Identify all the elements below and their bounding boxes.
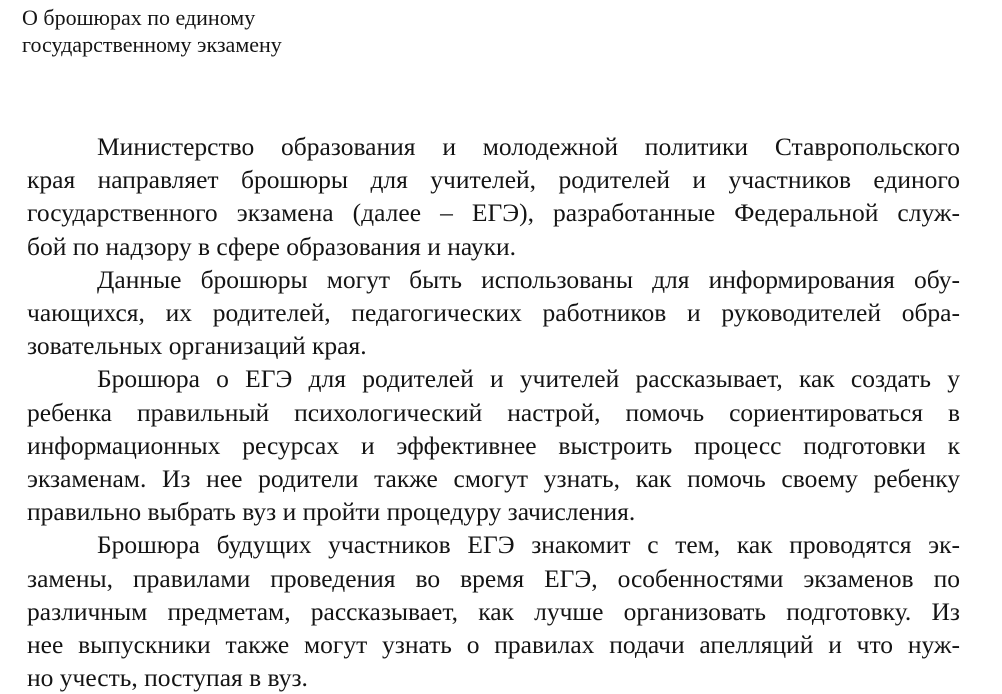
paragraph-line: Брошюра о ЕГЭ для родителей и учителей рассказывает, как создать у [97,364,960,394]
paragraph-usage [27,263,960,363]
paragraph-line: экзаменам. Из нее родители также смогут узнать, как помочь своему ребенку [27,464,960,494]
paragraph-line: зовательных организаций края. [27,331,367,361]
paragraph-line: но учесть, поступая в вуз. [27,663,308,693]
paragraph-line: правильно выбрать вуз и пройти процедуру зачисления. [27,497,636,527]
paragraph-line: края направляет брошюры для учителей, родителей и участников единого [27,165,960,195]
paragraph-line: Министерство образования и молодежной политики Ставропольского [97,132,960,161]
paragraph-participants-brochure [27,528,960,694]
document-body [27,130,960,694]
paragraph-line: Данные брошюры могут быть использованы для информирования обу- [97,264,960,294]
paragraph-line: Брошюра будущих участников ЕГЭ знакомит с тем, как проводятся эк- [97,530,960,560]
paragraph-parents-brochure [27,362,960,528]
paragraph-line: государственного экзамена (далее – ЕГЭ), разработанные Федеральной служ- [27,198,960,228]
paragraph-line: бой по надзору в сфере образования и науки. [27,231,517,261]
heading-line: государственному экзамену [22,32,282,57]
paragraph-line: информационных ресурсах и эффективнее выстроить процесс подготовки к [27,430,960,460]
paragraph-line: чающихся, их родителей, педагогических работников и руководителей обра- [27,298,960,328]
paragraph-line: замены, правилами проведения во время ЕГЭ, особенностями экзаменов по [27,563,960,593]
heading-line: О брошюрах по единому [22,5,256,30]
paragraph-line: ребенка правильный психологический настрой, помочь сориентироваться в [27,397,960,427]
paragraph-line: нее выпускники также могут узнать о правилах подачи апелляций и что нуж- [27,630,960,660]
paragraph-ministry-notice [27,130,960,263]
document-heading [22,4,442,58]
paragraph-line: различным предметам, рассказывает, как лучше организовать подготовку. Из [27,596,960,626]
